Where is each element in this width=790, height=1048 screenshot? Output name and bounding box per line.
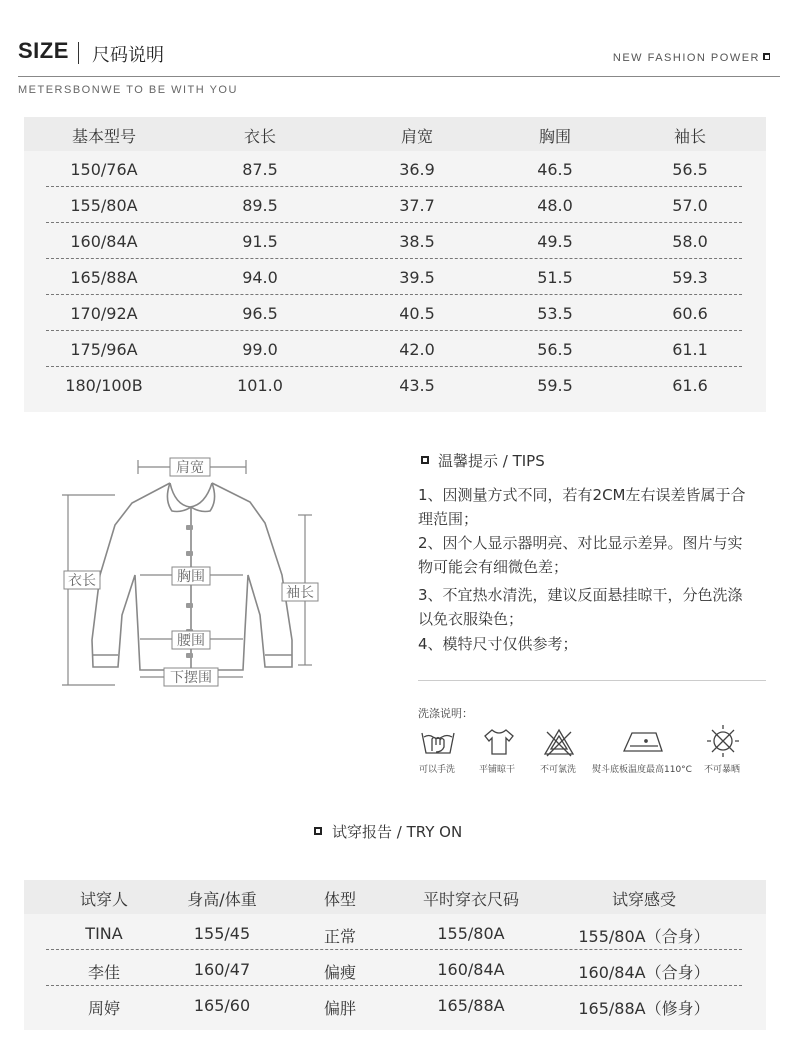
no-sun-icon [705, 723, 741, 759]
table-cell: 99.0 [242, 340, 278, 359]
square-bullet-icon [314, 827, 322, 835]
table-cell: 36.9 [399, 160, 435, 179]
section-title-cn: 尺码说明 [92, 45, 164, 66]
washing-title: 洗涤说明： [418, 707, 473, 720]
section-title-en: SIZE [18, 38, 69, 63]
tip-item: 2、因个人显示器明亮、对比显示差异。图片与实物可能会有细微色差； [418, 534, 743, 576]
chest-label: 胸围 [177, 569, 205, 585]
table-cell: 155/45 [193, 924, 251, 943]
table-cell: 165/88A（修身） [578, 999, 710, 1018]
try-on-title: 试穿报告 / TRY ON [332, 823, 463, 841]
sleeve-label: 袖长 [286, 585, 314, 601]
try-on-table [24, 880, 766, 1030]
table-cell: 170/92A [70, 304, 138, 323]
table-cell: 49.5 [537, 232, 573, 251]
table-cell: 101.0 [237, 376, 283, 395]
table-cell: 155/80A（合身） [578, 927, 710, 946]
column-header: 平时穿衣尺码 [422, 890, 519, 909]
row-divider [46, 330, 742, 331]
no-bleach-icon [542, 727, 576, 757]
table-cell: 48.0 [537, 196, 573, 215]
square-bullet-icon [421, 456, 429, 464]
table-cell: 175/96A [70, 340, 138, 359]
table-cell: 51.5 [537, 268, 573, 287]
garment-diagram [60, 455, 330, 690]
wash-label: 不可暴晒 [704, 765, 741, 775]
wash-label: 平铺晾干 [479, 765, 516, 775]
column-header: 试穿感受 [611, 890, 676, 909]
row-divider [46, 366, 742, 367]
table-cell: 60.6 [672, 304, 708, 323]
tip-item: 1、因测量方式不同，若有2CM左右误差皆属于合理范围； [418, 486, 746, 528]
table-cell: 160/47 [193, 960, 251, 979]
length-label: 衣长 [68, 573, 96, 589]
table-cell: 160/84A [70, 232, 138, 251]
table-cell: 37.7 [399, 196, 435, 215]
column-header: 基本型号 [71, 127, 136, 146]
table-cell: 165/88A [437, 996, 505, 1015]
table-cell: 59.5 [537, 376, 573, 395]
size-table [24, 117, 766, 412]
square-bullet-icon [763, 53, 770, 60]
table-cell: 96.5 [242, 304, 278, 323]
row-divider [46, 294, 742, 295]
wash-label: 熨斗底板温度最高110°C [592, 765, 692, 775]
table-cell: TINA [85, 924, 123, 943]
table-cell: 94.0 [242, 268, 278, 287]
table-cell: 偏瘦 [323, 963, 356, 982]
table-cell: 58.0 [672, 232, 708, 251]
divider [418, 680, 766, 681]
table-cell: 155/80A [70, 196, 138, 215]
hand-wash-icon [420, 725, 456, 759]
table-cell: 165/88A [70, 268, 138, 287]
column-header: 试穿人 [79, 890, 128, 909]
header-subtitle: METERSBONWE TO BE WITH YOU [18, 84, 238, 96]
brand-tagline: NEW FASHION POWER [612, 52, 760, 64]
column-header: 胸围 [538, 127, 571, 146]
header-rule [18, 76, 780, 77]
waist-label: 腰围 [177, 633, 205, 649]
row-divider [46, 222, 742, 223]
table-cell: 正常 [323, 927, 356, 946]
flat-dry-icon [482, 727, 516, 757]
table-cell: 165/60 [193, 996, 251, 1015]
table-cell: 53.5 [537, 304, 573, 323]
hem-label: 下摆围 [170, 670, 212, 686]
iron-icon [622, 729, 664, 755]
tip-item: 3、不宜热水清洗，建议反面悬挂晾干，分色洗涤以免衣服染色； [418, 586, 743, 628]
table-cell: 偏胖 [323, 999, 356, 1018]
table-cell: 150/76A [70, 160, 138, 179]
column-header: 衣长 [243, 127, 276, 146]
row-divider [46, 949, 742, 950]
row-divider [46, 258, 742, 259]
tips-title: 温馨提示 / TIPS [438, 452, 545, 470]
table-cell: 61.6 [672, 376, 708, 395]
table-cell: 160/84A（合身） [578, 963, 710, 982]
tip-item: 4、模特尺寸仅供参考； [418, 635, 578, 653]
table-cell: 59.3 [672, 268, 708, 287]
table-cell: 40.5 [399, 304, 435, 323]
table-cell: 46.5 [537, 160, 573, 179]
table-cell: 李佳 [87, 963, 120, 982]
column-header: 身高/体重 [187, 890, 257, 909]
table-cell: 56.5 [672, 160, 708, 179]
column-header: 袖长 [673, 127, 706, 146]
column-header: 体型 [323, 890, 356, 909]
table-cell: 89.5 [242, 196, 278, 215]
column-header: 肩宽 [400, 127, 433, 146]
table-cell: 42.0 [399, 340, 435, 359]
table-cell: 180/100B [65, 376, 143, 395]
wash-label: 可以手洗 [419, 765, 456, 775]
table-cell: 38.5 [399, 232, 435, 251]
table-cell: 43.5 [399, 376, 435, 395]
table-cell: 91.5 [242, 232, 278, 251]
table-cell: 周婷 [87, 999, 120, 1018]
row-divider [46, 985, 742, 986]
table-cell: 57.0 [672, 196, 708, 215]
table-cell: 160/84A [437, 960, 505, 979]
row-divider [46, 186, 742, 187]
shoulder-label: 肩宽 [176, 460, 204, 476]
wash-label: 不可氯洗 [540, 765, 577, 775]
title-divider [78, 42, 79, 64]
table-cell: 61.1 [672, 340, 708, 359]
table-cell: 155/80A [437, 924, 505, 943]
table-cell: 56.5 [537, 340, 573, 359]
table-cell: 39.5 [399, 268, 435, 287]
table-cell: 87.5 [242, 160, 278, 179]
